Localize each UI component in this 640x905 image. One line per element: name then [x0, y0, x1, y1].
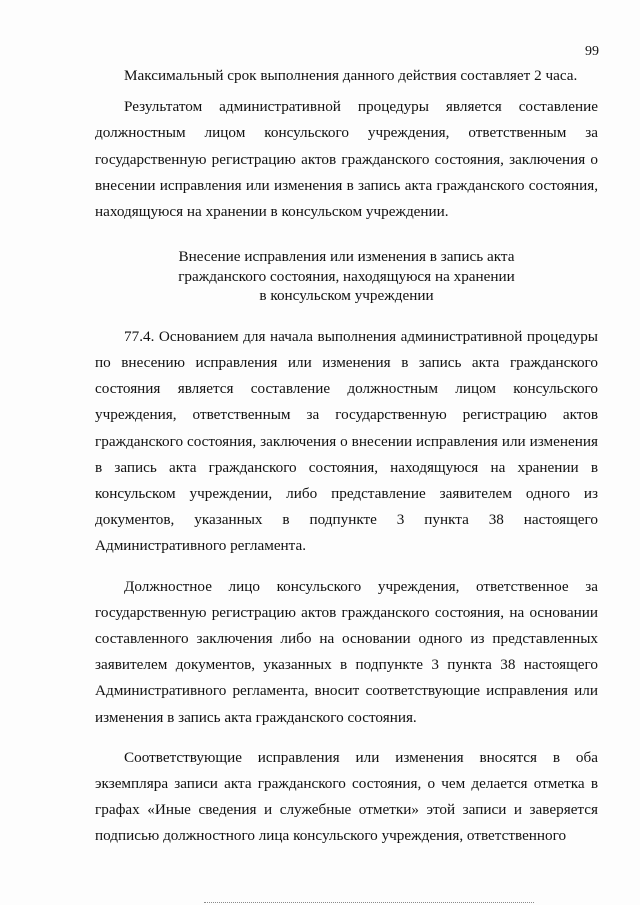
- section-heading: [95, 247, 598, 306]
- section-heading-line: гражданского состояния, находящуюся на хранении: [178, 267, 515, 285]
- paragraph-77-4: 77.4. Основанием для начала выполнения административной процедуры по внесению исправления или изменения в запись акта гражданского состояния является составление должностным лицом консульского учреждения, ответственным за государственную регистрацию актов гражданского состояния, заключения о внесении исправления или изменения в запись акта гражданского состояния, находящуюся на хранении в консульском учреждении, либо представление заявителем одного из документов, указанных в подпункте 3 пункта 38 настоящего Административного регламента.: [95, 327, 598, 555]
- paragraph-max-time: Максимальный срок выполнения данного действия составляет 2 часа.: [124, 67, 578, 84]
- paragraph-corrections-note: Соответствующие исправления или изменения вносятся в оба экземпляра записи акта гражданского состояния, о чем делается отметка в графах «Иные сведения и служебные отметки» этой записи и заверяется подписью должностного лица консульского учреждения, ответственного: [95, 748, 598, 845]
- scan-edge-line: [204, 902, 534, 904]
- page-number: 99: [585, 44, 599, 59]
- section-heading-line: в консульском учреждении: [259, 287, 434, 305]
- section-heading-line: Внесение исправления или изменения в запись акта: [178, 248, 515, 266]
- document-body: [95, 63, 598, 850]
- paragraph-procedure-result: Результатом административной процедуры является составление должностным лицом консульского учреждения, ответственным за государственную регистрацию актов гражданского состояния, заключения о внесении исправления или изменения в запись акта гражданского состояния, находящуюся на хранении в консульском учреждении.: [95, 98, 598, 221]
- paragraph-official-duties: Должностное лицо консульского учреждения, ответственное за государственную регистрацию актов гражданского состояния, на основании составленного заключения либо на основании одного из представленных заявителем документов, указанных в подпункте 3 пункта 38 настоящего Административного регламента, вносит соответствующие исправления или изменения в запись акта гражданского состояния.: [95, 577, 598, 726]
